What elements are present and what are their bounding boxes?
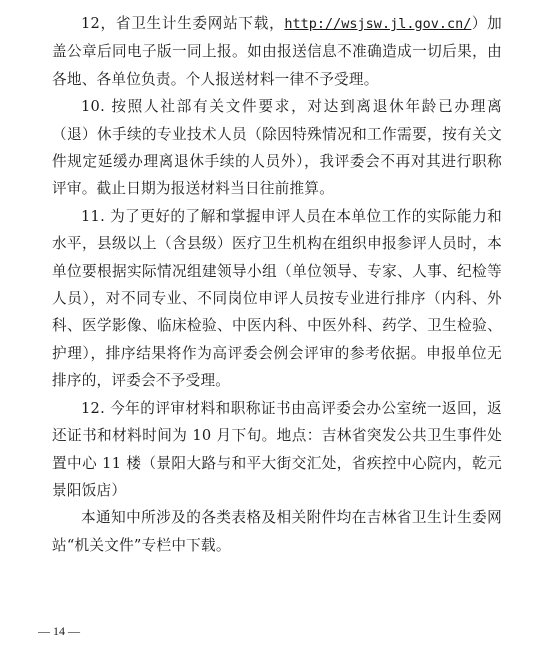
paragraph-notice: 本通知中所涉及的各类表格及相关附件均在吉林省卫生计生委网站“机关文件”专栏中下载。 (52, 509, 502, 554)
paragraph-item-12: 12. 今年的评审材料和职称证书由高评委会办公室统一返回，返还证书和材料时间为 10 月下旬。地点：吉林省突发公共卫生事件处置中心 11 楼（景阳大路与和平大街交汇处，省疾控中心院内，乾元景阳饭店） (52, 399, 502, 499)
paragraph-text: 12，省卫生计生委网站下载， (81, 15, 285, 32)
document-body (52, 10, 502, 559)
paragraph-item-12-download (52, 10, 502, 93)
page-number: — 14 — (38, 624, 80, 638)
paragraph-text: ）加盖公章后同电子版一同上报。如由报送信息不准确造成一切后果，由各地、各单位负责。个人报送材料一律不予受理。 (52, 15, 502, 88)
website-link[interactable]: http://wsjsw.jl.gov.cn/ (284, 16, 472, 32)
paragraph-item-11: 11. 为了更好的了解和掌握申评人员在本单位工作的实际能力和水平，县级以上（含县级）医疗卫生机构在组织申报参评人员时，本单位要根据实际情况组建领导小组（单位领导、专家、人事、纪检等人员），对不同专业、不同岗位申评人员按专业进行排序（内科、外科、医学影像、临床检验、中医内科、中医外科、药学、卫生检验、护理），排序结果将作为高评委会例会评审的参考依据。申报单位无排序的，评委会不予受理。 (52, 207, 502, 390)
paragraph-item-10: 10. 按照人社部有关文件要求，对达到离退休年龄已办理离（退）休手续的专业技术人员（除因特殊情况和工作需要，按有关文件规定延缓办理离退休手续的人员外），我评委会不再对其进行职称评审。截止日期为报送材料当日往前推算。 (52, 98, 502, 198)
